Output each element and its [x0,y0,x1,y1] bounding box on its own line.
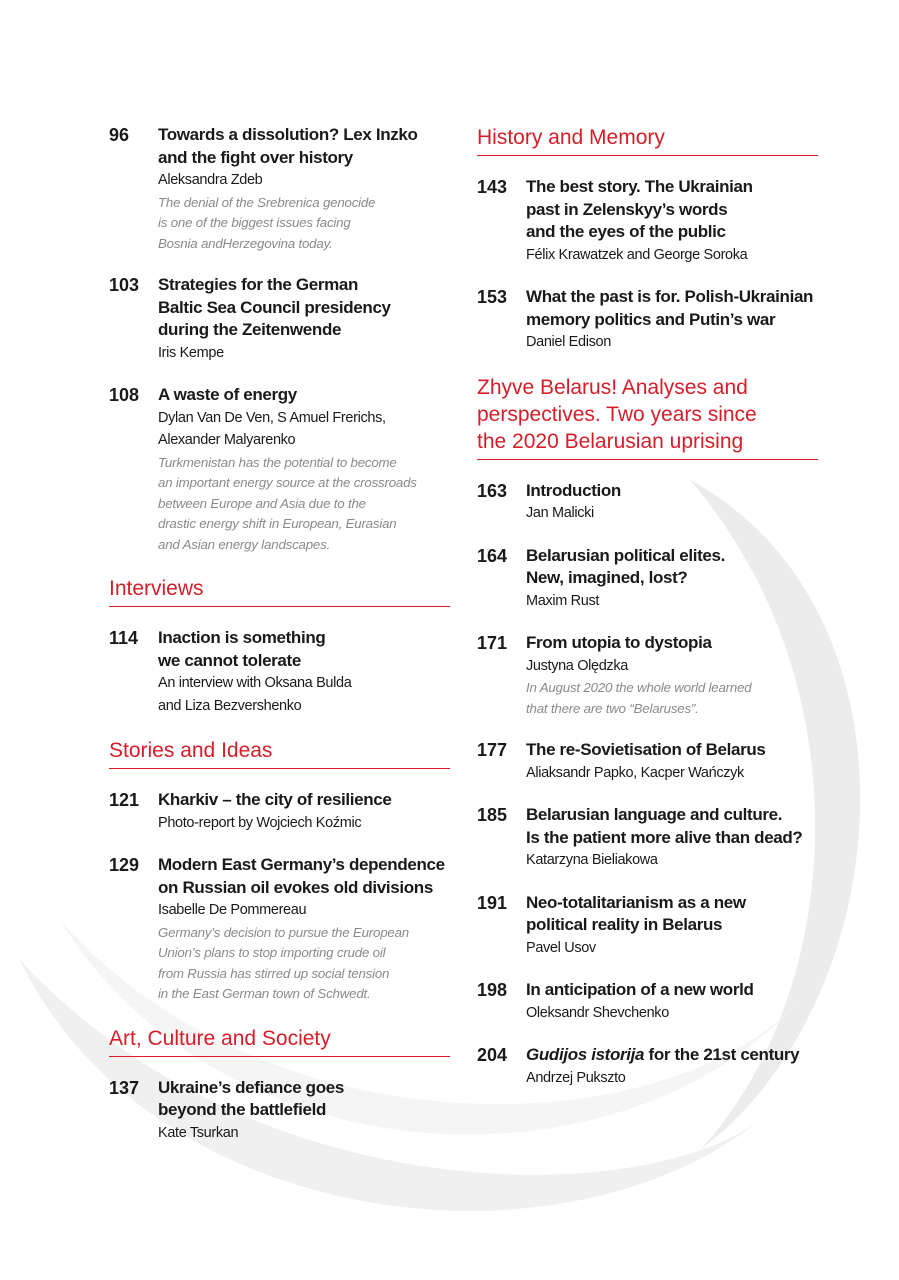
entry-author: and Liza Bezvershenko [158,697,302,714]
entry-title-line: Introduction [526,480,621,500]
toc-entry[interactable] [109,627,450,717]
toc-entry[interactable] [109,124,450,254]
entry-author: Aleksandra Zdeb [158,172,263,188]
entry-author: Justyna Olędzka [526,657,628,674]
page-number: 153 [477,287,508,307]
entries-group-left-d [109,1077,450,1145]
page-number: 114 [109,628,139,648]
entry-body [158,274,450,364]
entry-title[interactable] [526,892,818,937]
entry-title[interactable] [158,854,450,899]
entry-title-line: Kharkiv – the city of resilience [158,790,392,809]
entry-title[interactable] [526,286,818,331]
entry-body [526,545,818,613]
entry-title[interactable] [158,1077,450,1122]
entry-abstract-line: In August 2020 the whole world learned [526,680,752,695]
entry-body [526,979,818,1024]
section-heading-line: Zhyve Belarus! Analyses and [477,375,748,399]
entry-abstract-line: Turkmenistan has the potential to become [158,454,397,470]
entries-group-left-b [109,627,450,717]
entry-body [526,804,818,872]
page-number: 137 [109,1077,140,1098]
entry-author: Jan Malicki [526,505,594,521]
left-column [109,124,450,1164]
page-number: 185 [477,805,508,825]
entry-title-line: past in Zelenskyy’s words [526,199,728,219]
entry-abstract [158,193,450,255]
entry-abstract-line: Union’s plans to stop importing crude oil [158,945,386,960]
entry-body [158,854,450,1005]
entry-title-line: In anticipation of a new world [526,980,754,999]
entry-title-line: Belarusian political elites. [526,545,725,565]
entry-title-line: on Russian oil evokes old divisions [158,877,433,897]
entry-title[interactable] [158,274,450,342]
entry-body [158,627,450,717]
entry-author: Dylan Van De Ven, S Amuel Frerichs, [158,409,386,426]
entry-title-line: during the Zeitenwende [158,320,342,339]
toc-entry[interactable] [477,545,818,613]
entry-title[interactable] [526,739,818,762]
toc-entry[interactable] [477,632,818,719]
entry-title-line: A waste of energy [158,385,297,404]
entry-author: An interview with Oksana Bulda [158,675,352,691]
entry-abstract-line: from Russia has stirred up social tension [158,965,390,981]
entry-title-line: Is the patient more alive than dead? [526,827,803,847]
entries-group-left-a [109,124,450,555]
entries-group-right-b [477,480,818,1025]
entry-title[interactable] [158,789,450,812]
entry-author: Isabelle De Pommereau [158,902,307,918]
toc-entry[interactable] [477,979,818,1024]
entry-body [158,384,450,555]
entry-abstract [158,923,450,1005]
entry-title-line: The re-Sovietisation of Belarus [526,740,766,759]
entry-author: Pavel Usov [526,939,596,956]
entry-author: Félix Krawatzek and George Soroka [526,246,748,263]
toc-entry[interactable] [477,892,818,960]
entry-body [526,1044,818,1089]
toc-entry[interactable] [109,789,450,834]
toc-entry[interactable] [109,274,450,364]
entry-author: Aliaksandr Papko, Kacper Wańczyk [526,764,744,781]
entry-author: Daniel Edison [526,334,611,350]
entry-title-line: beyond the battlefield [158,1100,326,1119]
page-number: 191 [477,892,508,913]
entry-author: Maxim Rust [526,592,600,609]
page-number: 204 [477,1045,508,1065]
entry-title[interactable] [526,545,818,590]
toc-entry[interactable] [477,286,818,354]
toc-entry[interactable] [477,480,818,525]
entry-title-line: and the eyes of the public [526,222,726,241]
page-number: 129 [109,855,140,875]
page-number: 108 [109,385,140,405]
toc-entry[interactable] [109,1077,450,1145]
entry-abstract-line: is one of the biggest issues facing [158,215,351,230]
entry-title[interactable] [158,384,450,407]
page-number: 177 [477,740,508,760]
entry-title-line: From utopia to dystopia [526,633,712,652]
entry-title[interactable] [526,804,818,849]
page-number: 103 [109,275,140,295]
toc-entry[interactable] [109,384,450,555]
entry-abstract-line: and Asian energy landscapes. [158,536,331,552]
entry-body [526,286,818,354]
entry-title-line: New, imagined, lost? [526,568,688,587]
toc-entry[interactable] [477,176,818,266]
entry-author: Kate Tsurkan [158,1124,239,1141]
entry-body [158,124,450,254]
page-number: 143 [477,177,508,197]
entry-body [526,739,818,784]
entry-title-line: The best story. The Ukrainian [526,177,753,196]
entry-title[interactable] [526,979,818,1002]
entry-title[interactable] [158,627,450,672]
entry-title-line: Belarusian language and culture. [526,805,783,824]
page-number: 96 [109,125,130,145]
section-heading-art-culture-society: Art, Culture and Society [109,1025,450,1057]
entry-author: Alexander Malyarenko [158,432,296,448]
entry-title-line: Neo-totalitarianism as a new [526,892,746,912]
page-number: 198 [477,980,508,1000]
entry-abstract [526,678,818,719]
entry-title-line: Modern East Germany’s dependence [158,855,445,874]
entry-abstract-line: Germany’s decision to pursue the European [158,924,409,940]
entry-author: Photo-report by Wojciech Koźmic [158,814,362,831]
entry-body [158,1077,450,1145]
entry-abstract-line: Bosnia andHerzegovina today. [158,235,333,251]
entry-abstract-line: drastic energy shift in European, Eurasian [158,516,397,531]
entry-title[interactable] [158,124,450,169]
entries-group-left-c [109,789,450,1005]
entry-title-line: memory politics and Putin’s war [526,309,776,329]
entry-title[interactable] [526,176,818,244]
toc-entry[interactable] [477,739,818,784]
section-heading-history-and-memory: History and Memory [477,124,818,156]
entry-title[interactable] [526,480,818,503]
entry-author: Iris Kempe [158,344,224,361]
page-number: 121 [109,790,140,810]
section-heading-line: perspectives. Two years since [477,402,757,426]
entry-title-line: Baltic Sea Council presidency [158,297,391,317]
entry-title[interactable] [526,632,818,655]
entry-body [526,480,818,525]
entry-title-italic: Gudijos istorija [526,1045,645,1064]
right-column [477,124,818,1109]
entry-abstract-line: between Europe and Asia due to the [158,495,366,511]
page-number: 163 [477,480,508,501]
entry-author: Oleksandr Shevchenko [526,1004,669,1021]
entry-body [526,632,818,719]
section-heading-line: the 2020 Belarusian uprising [477,429,744,453]
section-heading-stories-and-ideas: Stories and Ideas [109,737,450,769]
entry-author: Andrzej Pukszto [526,1069,626,1086]
entry-abstract-line: that there are two “Belaruses”. [526,700,699,716]
entry-title-line: we cannot tolerate [158,650,301,670]
section-heading-interviews: Interviews [109,575,450,607]
entry-author: Katarzyna Bieliakowa [526,852,658,868]
entry-title-line: political reality in Belarus [526,915,723,934]
page-number: 171 [477,633,508,653]
toc-entry[interactable] [477,804,818,872]
entry-title-line: Ukraine’s defiance goes [158,1077,344,1097]
entry-title-line: What the past is for. Polish-Ukrainian [526,287,814,306]
entry-body [526,176,818,266]
entry-body [526,892,818,960]
entries-group-right-a [477,176,818,354]
entry-abstract [158,453,450,556]
section-heading-zhyve-belarus [477,374,818,460]
page-number: 164 [477,545,508,566]
entry-abstract-line: in the East German town of Schwedt. [158,986,371,1001]
entry-abstract-line: an important energy source at the crossroads [158,475,417,490]
entry-title-line: Strategies for the German [158,275,359,294]
entry-body [158,789,450,834]
entry-title-line: Inaction is something [158,628,326,647]
entry-title[interactable] [526,1044,818,1067]
entry-title-line: Towards a dissolution? Lex Inzko [158,125,418,144]
toc-entry[interactable] [109,854,450,1005]
entry-title-line: and the fight over history [158,147,353,167]
entry-abstract-line: The denial of the Srebrenica genocide [158,194,376,210]
toc-entry[interactable] [477,1044,818,1089]
entry-title-rest: for the 21st century [644,1045,800,1064]
